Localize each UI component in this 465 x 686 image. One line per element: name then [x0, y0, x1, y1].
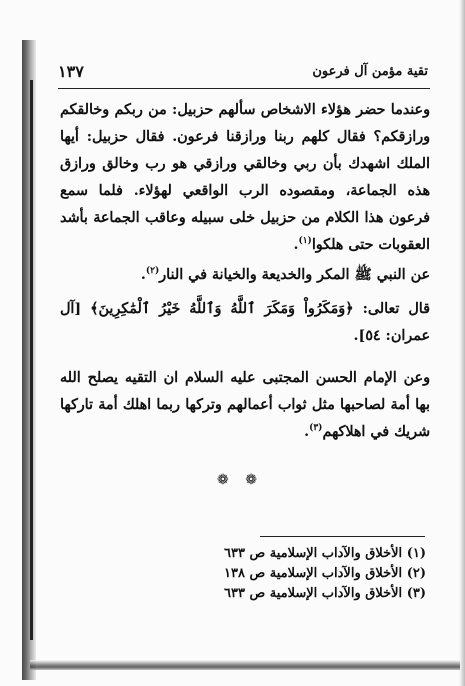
paragraph-2-text: عن النبي ﷺ المكر والخديعة والخيانة في النار: [159, 267, 430, 283]
section-separator: ❁ ❁: [217, 472, 263, 488]
footnote-3: (٣) الأخلاق والآداب الإسلامية ص ٦٣٣: [224, 586, 426, 601]
running-title: تقية مؤمن آل فرعون: [312, 64, 428, 79]
paragraph-2: [60, 262, 430, 289]
paragraph-4-text: وعن الإمام الحسن المجتبى عليه السلام ان التقيه يصلح الله بها أمة لصاحبها مثل ثواب أعمالهم وتركها ربما اهلك أمة تاركها شريك في اهلاكهم: [60, 370, 430, 440]
footnote-rule: [260, 536, 425, 537]
footnotes: [150, 544, 426, 604]
footnote-1: (١) الأخلاق والآداب الإسلامية ص ٦٣٣: [224, 546, 426, 561]
scan-right-edge: [459, 0, 465, 686]
paragraph-1-text: وعندما حضر هؤلاء الاشخاص سألهم حزبيل: من ربكم وخالقكم ورازقكم؟ فقال كلهم ربنا ورازقنا فرعون. فقال حزبيل: أيها الملك اشهدك بأن ربي وخالقي ورازقي هو رب وخالق ورازق هذه الجماعة، ومقصوده الرب الواقعي لهؤلاء. فلما سمع فرعون هذا الكلام من حزبيل خلى سبيله وعاقب الجماعة بأشد العقوبات حتى هلكوا: [60, 102, 430, 253]
scan-binding-shadow: [22, 40, 36, 680]
footnote-ref-3: (٣): [309, 423, 323, 434]
footnote-ref-1: (١): [298, 236, 312, 247]
header-rule: [58, 88, 430, 89]
footnote-ref-2: (٢): [145, 266, 160, 277]
footnote-2: (٢) الأخلاق والآداب الإسلامية ص ١٣٨: [224, 566, 426, 581]
paragraph-4: [60, 365, 430, 446]
paragraph-2-end: .: [140, 267, 146, 283]
running-header: [58, 62, 428, 86]
scan-bottom-edge: [30, 660, 460, 670]
paragraph-4-end: .: [304, 424, 310, 440]
paragraph-1-end: .: [293, 237, 299, 253]
paragraph-3-quran-verse: قال تعالى: ﴿وَمَكَرُواْ وَمَكَرَ ٱللَّهُ وَٱللَّهُ خَيْرُ ٱلْمَٰكِرِينَ﴾ [آل عمران: ٥٤].: [60, 301, 430, 344]
paragraph-1: [60, 97, 430, 259]
page-number: ١٣٧: [58, 62, 84, 81]
scan-binding-line: [30, 80, 33, 640]
